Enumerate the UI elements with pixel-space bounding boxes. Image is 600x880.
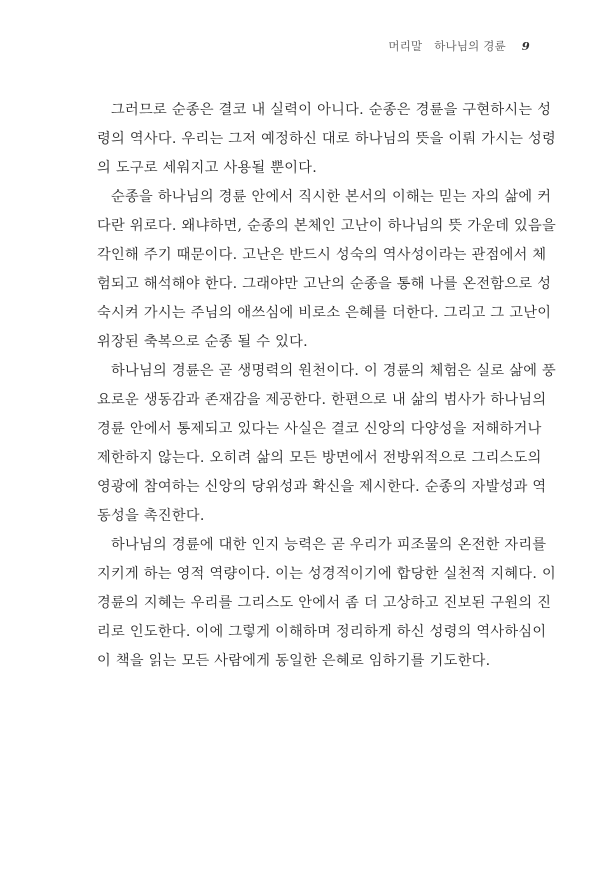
paragraph: [97, 96, 557, 183]
text-line: 이 책을 읽는 모든 사람에게 동일한 은혜로 임하기를 기도한다.: [97, 653, 491, 669]
paragraph: [97, 183, 557, 357]
text-line: 순종을 하나님의 경륜 안에서 직시한 본서의 이해는 믿는 자의 삶에 커: [111, 189, 552, 205]
text-line: 경륜의 지혜는 우리를 그리스도 안에서 좀 더 고상하고 진보된 구원의 진: [97, 595, 552, 611]
text-line: 리로 인도한다. 이에 그렇게 이해하며 정리하게 하신 성령의 역사하심이: [97, 624, 547, 640]
text-line: 그러므로 순종은 결코 내 실력이 아니다. 순종은 경륜을 구현하시는 성: [111, 102, 552, 118]
text-line: 숙시켜 가시는 주님의 애쓰심에 비로소 은혜를 더한다. 그리고 그 고난이: [97, 305, 552, 321]
text-line: 의 도구로 세워지고 사용될 뿐이다.: [97, 160, 318, 176]
text-line: 지키게 하는 영적 역량이다. 이는 성경적이기에 합당한 실천적 지혜다. 이: [97, 566, 557, 582]
running-head-section: 머리말: [388, 39, 423, 53]
text-line: 하나님의 경륜에 대한 인지 능력은 곧 우리가 피조물의 온전한 자리를: [111, 537, 547, 553]
paragraph: [97, 357, 557, 531]
text-line: 령의 역사다. 우리는 그저 예정하신 대로 하나님의 뜻을 이뤄 가시는 성령: [97, 131, 557, 147]
running-head-title: 하나님의 경륜: [434, 39, 506, 53]
text-line: 하나님의 경륜은 곧 생명력의 원천이다. 이 경륜의 체험은 실로 삶에 풍: [111, 363, 557, 379]
text-line: 각인해 주기 때문이다. 고난은 반드시 성숙의 역사성이라는 관점에서 체: [97, 247, 547, 263]
text-line: 요로운 생동감과 존재감을 제공한다. 한편으로 내 삶의 범사가 하나님의: [97, 392, 547, 408]
text-line: 제한하지 않는다. 오히려 삶의 모든 방면에서 전방위적으로 그리스도의: [97, 450, 542, 466]
paragraph: [97, 531, 557, 676]
running-head: [388, 38, 530, 54]
text-line: 다란 위로다. 왜냐하면, 순종의 본체인 고난이 하나님의 뜻 가운데 있음을: [97, 218, 557, 234]
body-text: [97, 96, 557, 676]
text-line: 경륜 안에서 통제되고 있다는 사실은 결코 신앙의 다양성을 저해하거나: [97, 421, 542, 437]
text-line: 험되고 해석해야 한다. 그래야만 고난의 순종을 통해 나를 온전함으로 성: [97, 276, 552, 292]
text-line: 위장된 축복으로 순종 될 수 있다.: [97, 334, 308, 350]
page-number: 9: [521, 39, 530, 53]
text-line: 동성을 촉진한다.: [97, 508, 205, 524]
text-line: 영광에 참여하는 신앙의 당위성과 확신을 제시한다. 순종의 자발성과 역: [97, 479, 547, 495]
